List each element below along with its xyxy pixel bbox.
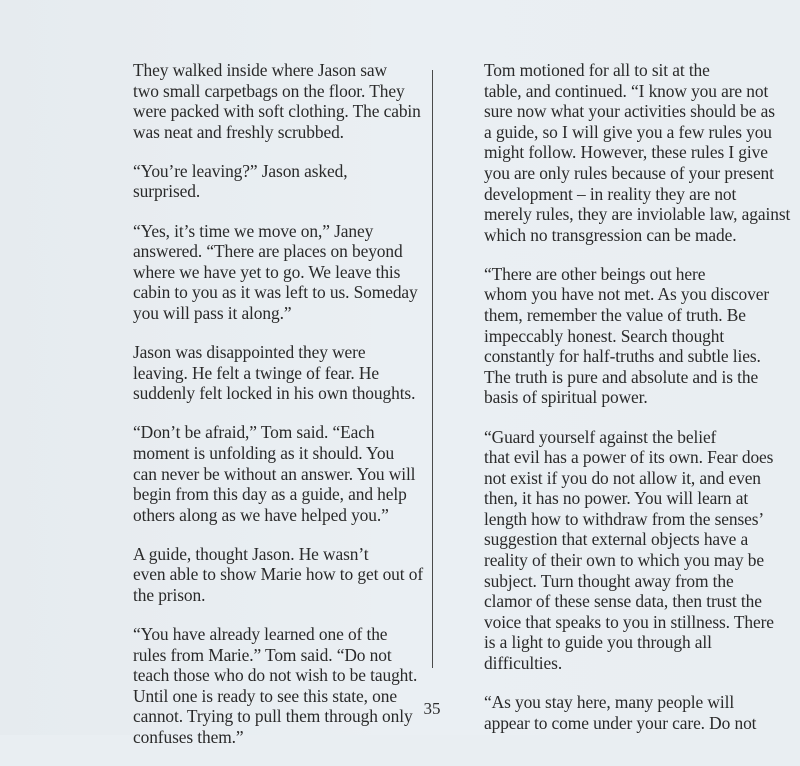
- paragraph: “You have already learned one of the rules from Marie.” Tom said. “Do not teach those who do not wish to be taught. Until one is ready to see this state, one cannot. Trying to pull them through only confuses them.”: [133, 624, 418, 748]
- paragraph: “Guard yourself against the belief that evil has a power of its own. Fear does not exist if you do not allow it, and even then, it has no power. You will learn at length how to withdraw from the senses’ suggestion that external objects have a reality of their own to which you may be subject. Turn thought away from the clamor of these sense data, then trust the voice that speaks to you in stillness. There is a light to guide you through all difficulties.: [484, 426, 774, 674]
- page-number: 35: [423, 699, 441, 718]
- right-column: [446, 60, 791, 752]
- column-divider: [432, 70, 433, 668]
- paragraph: Jason was disappointed they were leaving. He felt a twinge of fear. He suddenly felt locked in his own thoughts.: [133, 342, 416, 404]
- paragraph: A guide, thought Jason. He wasn’t even able to show Marie how to get out of the prison.: [133, 543, 424, 605]
- paragraph: Tom motioned for all to sit at the table, and continued. “I know you are not sure now what your activities should be as a guide, so I will give you a few rules you might follow. However, these rules I give you are only rules because of your present development – in reality they are not merely rules, they are inviolable law, against which no transgression can be made.: [484, 60, 791, 245]
- paragraph: “As you stay here, many people will appear to come under your care. Do not: [484, 692, 757, 733]
- paragraph: “You’re leaving?” Jason asked, surprised.: [133, 160, 348, 202]
- paragraph: They walked inside where Jason saw two small carpetbags on the floor. They were packed with soft clothing. The cabin was neat and freshly scrubbed.: [133, 60, 421, 142]
- paragraph: “There are other beings out here whom you have not met. As you discover them, remember the value of truth. Be impeccably honest. Search thought constantly for half-truths and subtle lies. The truth is pure and absolute and is the basis of spiritual power.: [484, 263, 770, 408]
- paragraph: “Don’t be afraid,” Tom said. “Each moment is unfolding as it should. You can never be without an answer. You will begin from this day as a guide, and help others along as we have helped you.”: [133, 422, 416, 525]
- paragraph: “Yes, it’s time we move on,” Janey answered. “There are places on beyond where we have yet to go. We leave this cabin to you as it was left to us. Someday you will pass it along.”: [133, 220, 418, 323]
- left-column: [95, 60, 425, 766]
